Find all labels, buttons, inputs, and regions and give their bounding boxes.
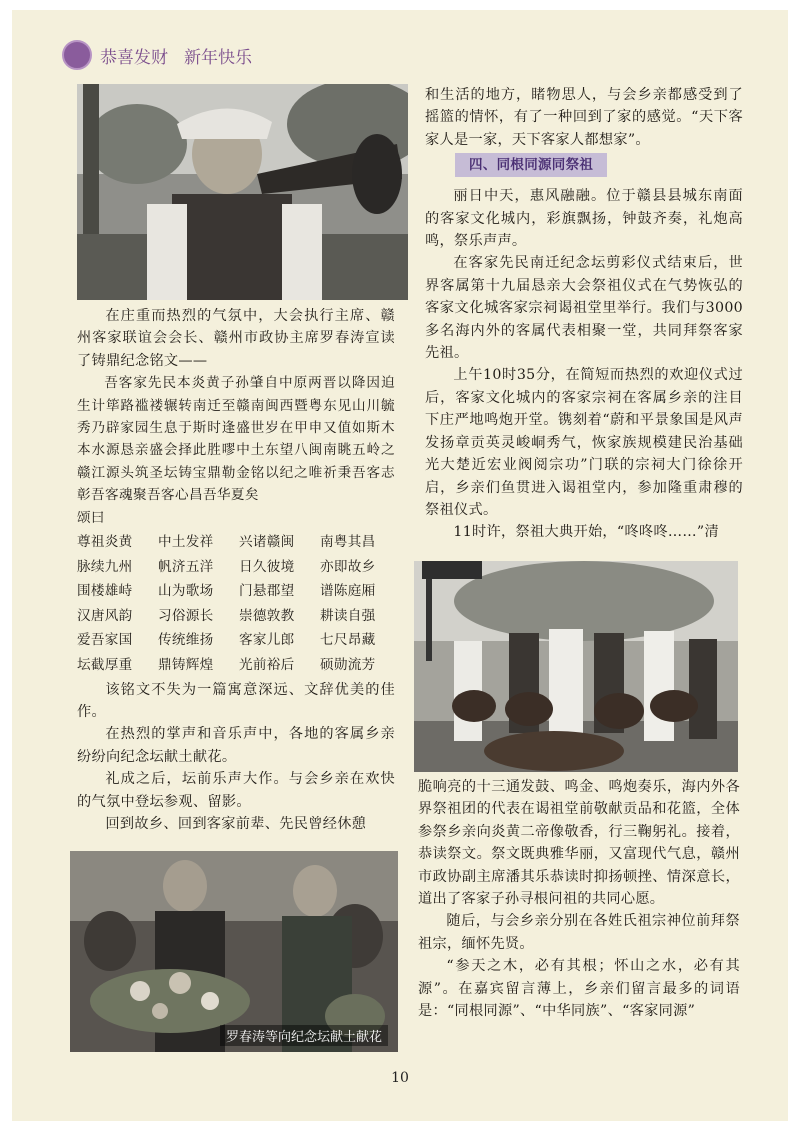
verse-row [77, 580, 395, 603]
verse-phrase: 习俗源长 [158, 607, 214, 624]
verse-phrase: 围楼雄峙 [77, 583, 133, 600]
verse-phrase: 尊祖炎黄 [77, 534, 133, 551]
verse-block [77, 531, 395, 677]
photo-caption: 罗春涛等向纪念坛献土献花 [220, 1025, 388, 1046]
paragraph: 该铭文不失为一篇寓意深远、文辞优美的佳作。 [77, 681, 395, 721]
verse-phrase: 汉唐风韵 [77, 607, 133, 624]
page-number: 10 [391, 1070, 409, 1086]
verse-row [77, 654, 395, 677]
verse-phrase: 谱陈庭厢 [320, 583, 376, 600]
paragraph: 随后，与会乡亲分别在各姓氏祖宗神位前拜祭祖宗，缅怀先贤。 [418, 913, 740, 952]
verse-phrase: 日久彼境 [239, 558, 295, 575]
verse-phrase: 耕读自强 [320, 607, 376, 624]
verse-row [77, 605, 395, 628]
verse-phrase: 门悬郡望 [239, 583, 295, 600]
verse-phrase: 脉续九州 [77, 558, 133, 575]
paragraph: 脆响亮的十三通发鼓、鸣金、鸣炮奏乐，海内外各界祭祖团的代表在谒祖堂前敬献贡品和花篮，全体参祭乡亲向炎黄二帝像敬香，行三鞠躬礼。接着，恭读祭文。祭文既典雅华丽，又富现代气息，赣州市政协副主席潘其乐恭读时抑扬顿挫、情深意长，道出了客家子孙寻根问祖的共同心愿。 [418, 779, 740, 908]
verse-phrase: 硕勋流芳 [320, 657, 376, 674]
verse-phrase: 爱吾家国 [77, 632, 133, 649]
paragraph: 在热烈的掌声和音乐声中，各地的客属乡亲纷纷向纪念坛献土献花。 [77, 726, 395, 765]
paragraph: 在庄重而热烈的气氛中，大会执行主席、赣州客家联谊会会长、赣州市政协主席罗春涛宣读了铸鼎纪念铭文—— [77, 308, 395, 369]
paragraph: 丽日中天，惠风融融。位于赣县县城东南面的客家文化城内，彩旗飘扬，钟鼓齐奏，礼炮高鸣，祭乐声声。 [425, 188, 743, 250]
verse-phrase: 鼎铸辉煌 [158, 657, 214, 674]
paragraph: “参天之木，必有其根；怀山之水，必有其源”。在嘉宾留言薄上，乡亲们留言最多的词语是：“同根同源”、“中华同族”、“客家同源” [418, 958, 740, 1020]
left-column [77, 305, 395, 835]
paragraph: 在客家先民南迁纪念坛剪彩仪式结束后，世界客属第十九届恳亲大会祭祖仪式在气势恢弘的客家文化城客家宗祠谒祖堂里举行。我们与3000多名海内外的客属代表相聚一堂，共同拜祭客家先祖。 [425, 255, 743, 362]
verse-row [77, 556, 395, 579]
verse-row [77, 629, 395, 652]
paragraph: 上午10时35分，在简短而热烈的欢迎仪式过后，客家文化城内的客家宗祠在客属乡亲的注目下庄严地鸣炮开堂。镌刻着“蔚和平景象国是风声发扬章贡英灵峻峒秀气，恢家族规模建民治基础光大楚近宏业阀阅宗功”门联的宗祠大门徐徐开启，乡亲们鱼贯进入谒祖堂内，参加隆重肃穆的祭祖仪式。 [425, 367, 743, 518]
flower-logo-icon [62, 40, 92, 70]
verse-phrase: 崇德敦教 [239, 607, 295, 624]
verse-phrase: 兴诸赣闽 [239, 534, 295, 551]
verse-phrase: 坛截厚重 [77, 657, 133, 674]
paragraph: 和生活的地方，睹物思人，与会乡亲都感受到了摇篮的情怀，有了一种回到了家的感觉。“天下客家人是一家，天下客家人都想家”。 [425, 87, 743, 148]
verse-phrase: 客家儿郎 [239, 632, 295, 649]
verse-phrase: 山为歌场 [158, 583, 214, 600]
verse-phrase: 光前裕后 [239, 657, 295, 674]
drum-performers-photo [414, 561, 738, 772]
verse-phrase: 亦即故乡 [320, 558, 376, 575]
header-slogan [100, 43, 252, 68]
inscription-text: 吾客家先民本炎黄子孙肇自中原两晋以降因迫生计筚路褴褛辗转南迁至赣南闽西暨粤东见山川毓秀乃辟家园生息于斯时逢盛世岁在甲申又值如斯木本水源恳亲盛会择此胜嘐中土东望八闽南眺五岭之赣江源头筑圣坛铸宝鼎勒金铭以纪之唯祈秉吾客志彰吾客魂聚吾客心昌吾华夏矣 [77, 375, 395, 504]
right-column-bottom [418, 776, 740, 1022]
section-heading: 四、同根同源同祭祖 [455, 153, 607, 177]
paragraph: 回到故乡、回到客家前辈、先民曾经休憩 [105, 816, 367, 833]
verse-phrase: 七尺昂藏 [320, 632, 376, 649]
verse-row [77, 531, 395, 554]
page-header [62, 38, 252, 72]
verse-phrase: 南粤其昌 [320, 534, 376, 551]
verse-phrase: 中土发祥 [158, 534, 214, 551]
verse-phrase: 传统维扬 [158, 632, 214, 649]
paragraph: 11时许，祭祖大典开始，“咚咚咚……”清 [453, 524, 719, 541]
right-column-top [425, 84, 743, 544]
slogan-right: 新年快乐 [184, 47, 252, 68]
verse-phrase: 帆济五洋 [158, 558, 214, 575]
song-label: 颂曰 [77, 509, 105, 526]
suona-musician-photo [77, 84, 408, 300]
slogan-left: 恭喜发财 [100, 47, 168, 68]
flower-basket-photo [70, 851, 398, 1052]
paragraph: 礼成之后，坛前乐声大作。与会乡亲在欢快的气氛中登坛参观、留影。 [77, 771, 395, 810]
